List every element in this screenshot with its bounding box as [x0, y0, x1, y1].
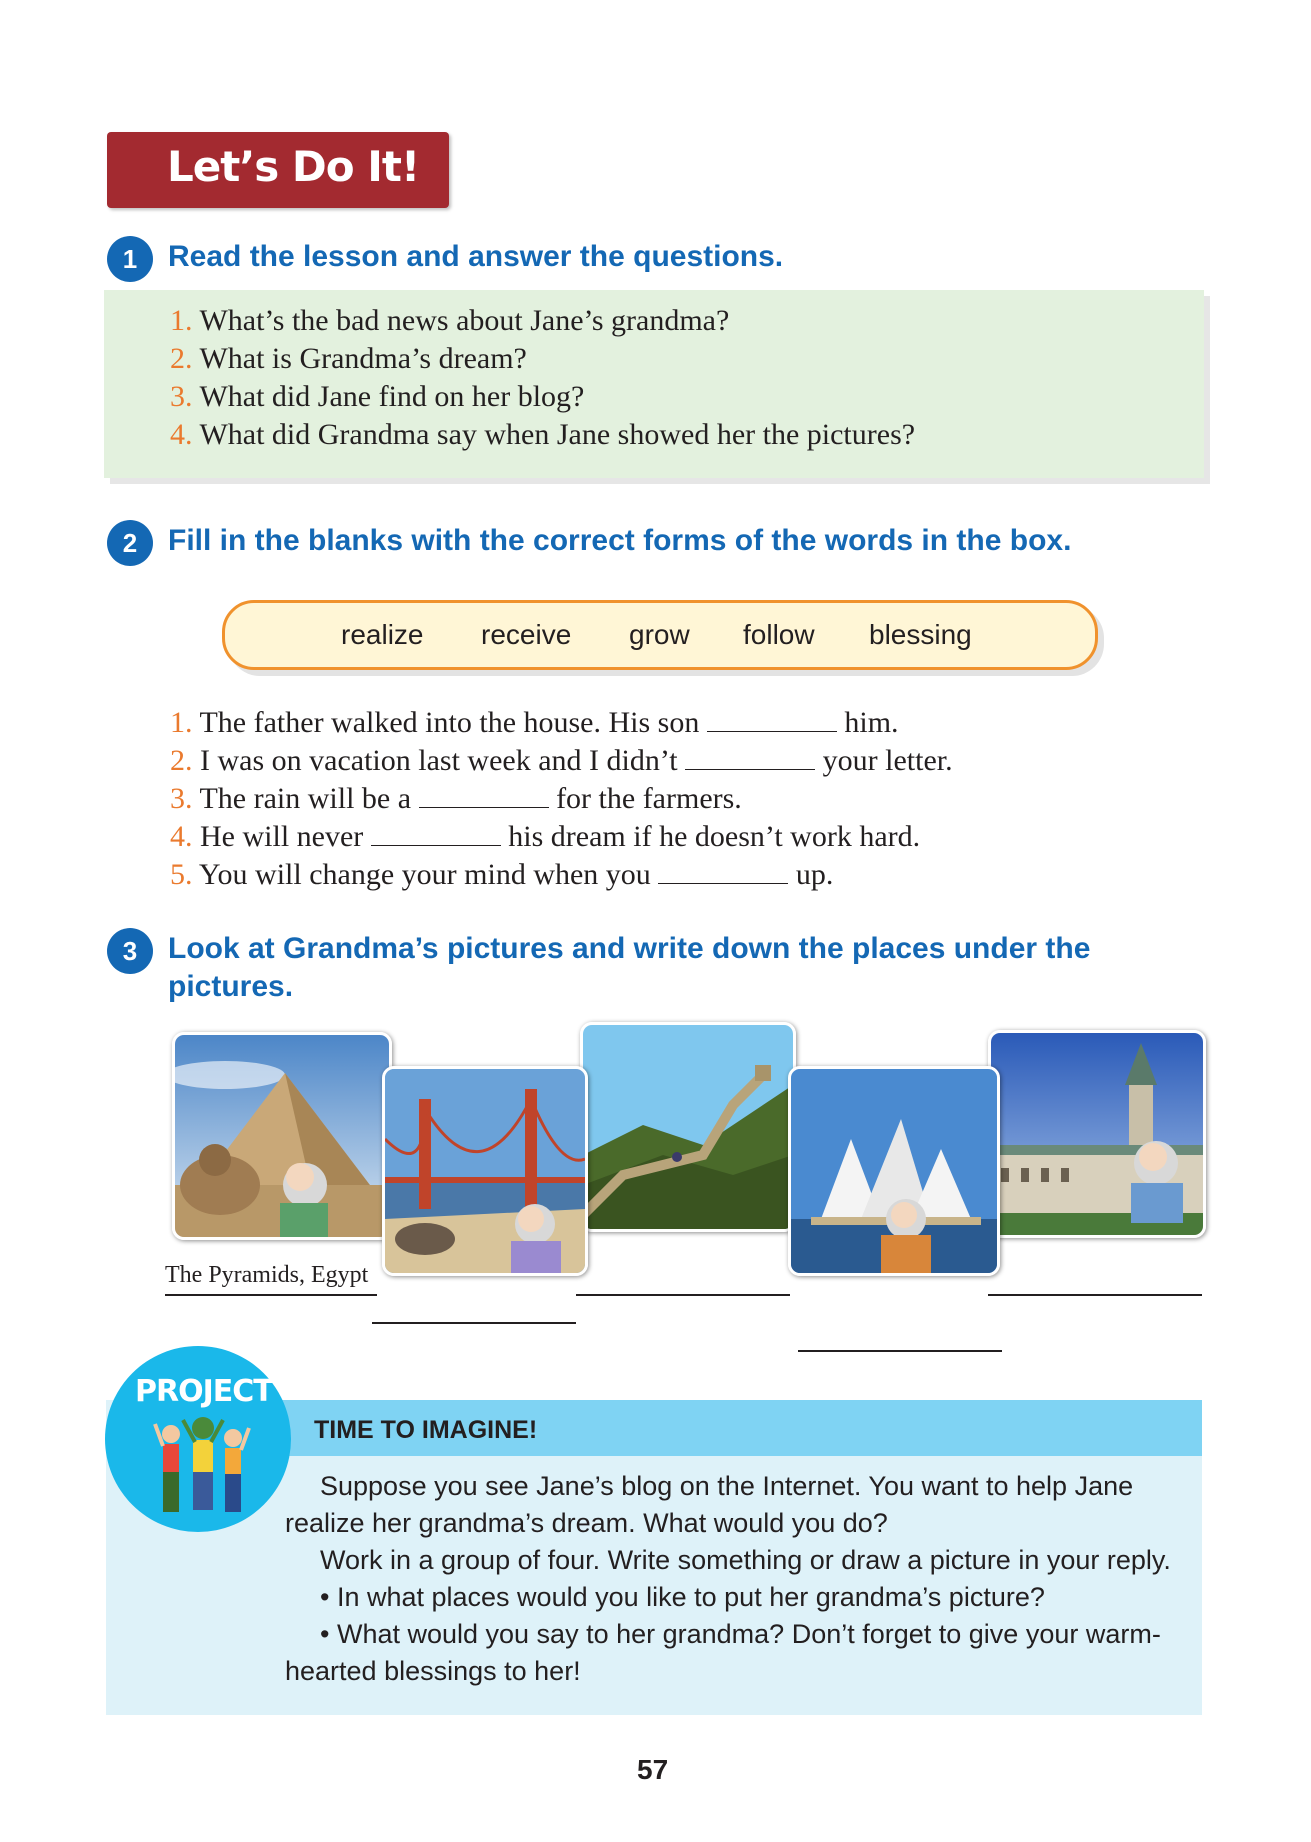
question-text: What is Grandma’s dream? [199, 342, 527, 375]
banner-title: Let’s Do It! [167, 142, 420, 191]
question-text: What did Jane find on her blog? [199, 380, 585, 413]
sentence-before: He will never [200, 820, 364, 853]
answer-line[interactable] [798, 1350, 1002, 1352]
sentence-number: 2. [170, 744, 193, 777]
exercise-3-instruction-line: pictures. [168, 970, 294, 1003]
sentence-before: The father walked into the house. His son [199, 706, 700, 739]
sentence-after: his dream if he doesn’t work hard. [508, 820, 921, 853]
sentence-before: I was on vacation last week and I didn’t [200, 744, 678, 777]
page-number: 57 [637, 1754, 669, 1785]
sentence-after: him. [844, 706, 899, 739]
sentence-item [170, 704, 953, 742]
blank-field[interactable] [658, 857, 788, 884]
word-box [222, 600, 1098, 670]
answer-line[interactable] [372, 1322, 576, 1324]
question-number: 3. [170, 380, 193, 413]
blank-field[interactable] [685, 743, 815, 770]
question-item [170, 378, 915, 416]
sentence-item [170, 780, 953, 818]
great-wall-photo [580, 1022, 796, 1232]
word-box-item: blessing [869, 619, 972, 650]
answer-line[interactable] [988, 1294, 1202, 1296]
project-paragraph-line: Work in a group of four. Write something or draw a picture in your reply. [320, 1545, 1171, 1575]
project-bullet: • In what places would you like to put her grandma’s picture? [320, 1582, 1045, 1612]
question-text: What did Grandma say when Jane showed her the pictures? [199, 418, 916, 451]
lets-do-it-banner [107, 132, 449, 208]
answer-text: The Pyramids, Egypt [165, 1262, 369, 1288]
exercise-3-instruction-line: Look at Grandma’s pictures and write down the places under the [168, 932, 1091, 965]
blank-field[interactable] [371, 819, 501, 846]
sentence-after: up. [795, 858, 834, 891]
sydney-opera-house-photo [788, 1066, 1000, 1276]
project-title: TIME TO IMAGINE! [314, 1416, 538, 1444]
question-item [170, 302, 915, 340]
question-number: 1. [170, 304, 193, 337]
golden-gate-bridge-photo [382, 1066, 588, 1276]
word-box-item: follow [743, 619, 815, 650]
project-badge [105, 1346, 291, 1532]
exercise-3-number: 3 [107, 928, 153, 974]
sentence-before: You will change your mind when you [198, 858, 651, 891]
blank-field[interactable] [707, 705, 837, 732]
exercise-1-instruction: Read the lesson and answer the questions. [168, 240, 784, 273]
project-badge-label: PROJECT [135, 1374, 273, 1409]
project-paragraph-line: realize her grandma’s dream. What would you do? [285, 1508, 888, 1538]
sentence-number: 3. [170, 782, 193, 815]
answer-line[interactable] [165, 1294, 377, 1296]
word-box-item: grow [629, 619, 690, 650]
question-text: What’s the bad news about Jane’s grandma? [199, 304, 730, 337]
sentence-after: for the farmers. [556, 782, 742, 815]
questions-list [170, 302, 915, 454]
exercise-2-instruction: Fill in the blanks with the correct forms of the words in the box. [168, 524, 1072, 557]
sentence-number: 4. [170, 820, 193, 853]
project-text [285, 1468, 1171, 1690]
question-item [170, 416, 915, 454]
kids-cheering-icon [153, 1414, 253, 1524]
parliament-hill-photo [988, 1030, 1206, 1238]
answer-line[interactable] [576, 1294, 790, 1296]
fill-in-sentences [170, 704, 953, 894]
project-bullet: • What would you say to her grandma? Don’t forget to give your warm- [320, 1619, 1161, 1649]
sentence-number: 1. [170, 706, 193, 739]
sentence-item [170, 742, 953, 780]
exercise-3-instruction [168, 930, 1090, 1006]
sentence-number: 5. [170, 858, 193, 891]
question-number: 2. [170, 342, 193, 375]
question-item [170, 340, 915, 378]
pyramids-photo [172, 1032, 392, 1240]
sentence-after: your letter. [822, 744, 953, 777]
question-number: 4. [170, 418, 193, 451]
exercise-2-number: 2 [107, 520, 153, 566]
sentence-item [170, 856, 953, 894]
exercise-1-number: 1 [107, 236, 153, 282]
word-box-item: realize [341, 619, 424, 650]
blank-field[interactable] [419, 781, 549, 808]
project-paragraph-line: Suppose you see Jane’s blog on the Internet. You want to help Jane [320, 1471, 1134, 1501]
project-paragraph-line: hearted blessings to her! [285, 1656, 581, 1686]
sentence-before: The rain will be a [199, 782, 412, 815]
word-box-item: receive [481, 619, 572, 650]
sentence-item [170, 818, 953, 856]
